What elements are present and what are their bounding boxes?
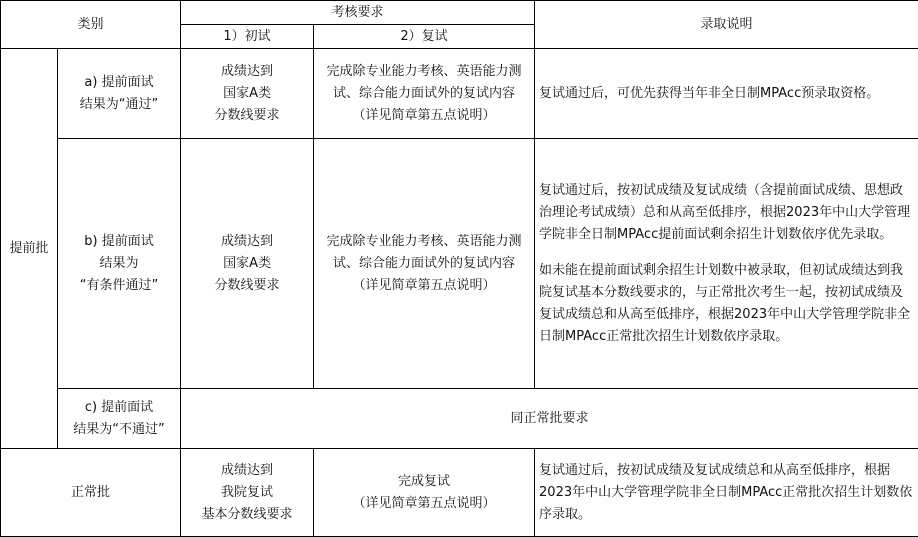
early-b-category: b) 提前面试 结果为 “有条件通过” [58,139,181,389]
normal-note: 复试通过后，按初试成绩及复试成绩总和从高至低排序，根据2023年中山大学管理学院非全日制MPAcc正常批次招生计划数依序录取。 [535,449,918,537]
early-b-note-paragraph-2: 如未能在提前面试剩余招生计划数中被录取，但初试成绩达到我院复试基本分数线要求的，与正常批次考生一起，按初试成绩及复试成绩总和从高至低排序，根据2023年中山大学管理学院非全日制MPAcc正常批次招生计划数依序录取。 [539,262,911,344]
early-a-initial: 成绩达到 国家A类 分数线要求 [181,49,314,139]
early-c-merged-requirement: 同正常批要求 [181,389,918,449]
early-b-initial: 成绩达到 国家A类 分数线要求 [181,139,314,389]
header-retest: 2）复试 [314,25,535,49]
early-b-note-paragraph-1: 复试通过后，按初试成绩及复试成绩（含提前面试成绩、思想政治理论考试成绩）总和从高至低排序，根据2023年中山大学管理学院非全日制MPAcc提前面试剩余招生计划数依序优先录取。 [539,182,911,242]
early-a-note: 复试通过后，可优先获得当年非全日制MPAcc预录取资格。 [535,49,918,139]
header-category: 类别 [1,1,181,49]
table-row-normal [1,449,918,537]
table-row-early-c [1,389,918,449]
table-row-early-b [1,139,918,389]
early-c-category: c) 提前面试 结果为“不通过” [58,389,181,449]
early-a-category: a) 提前面试 结果为“通过” [58,49,181,139]
early-b-note [535,139,918,389]
header-initial-exam: 1）初试 [181,25,314,49]
early-b-retest: 完成除专业能力考核、英语能力测试、综合能力面试外的复试内容 （详见简章第五点说明） [314,139,535,389]
header-requirements: 考核要求 [181,1,535,25]
header-admission-note: 录取说明 [535,1,918,49]
normal-initial: 成绩达到 我院复试 基本分数线要求 [181,449,314,537]
normal-retest: 完成复试 （详见简章第五点说明） [314,449,535,537]
header-row-1 [1,1,918,25]
normal-batch-label: 正常批 [1,449,181,537]
early-a-retest: 完成除专业能力考核、英语能力测试、综合能力面试外的复试内容 （详见简章第五点说明） [314,49,535,139]
table-row-early-a [1,49,918,139]
early-batch-label: 提前批 [1,49,58,449]
